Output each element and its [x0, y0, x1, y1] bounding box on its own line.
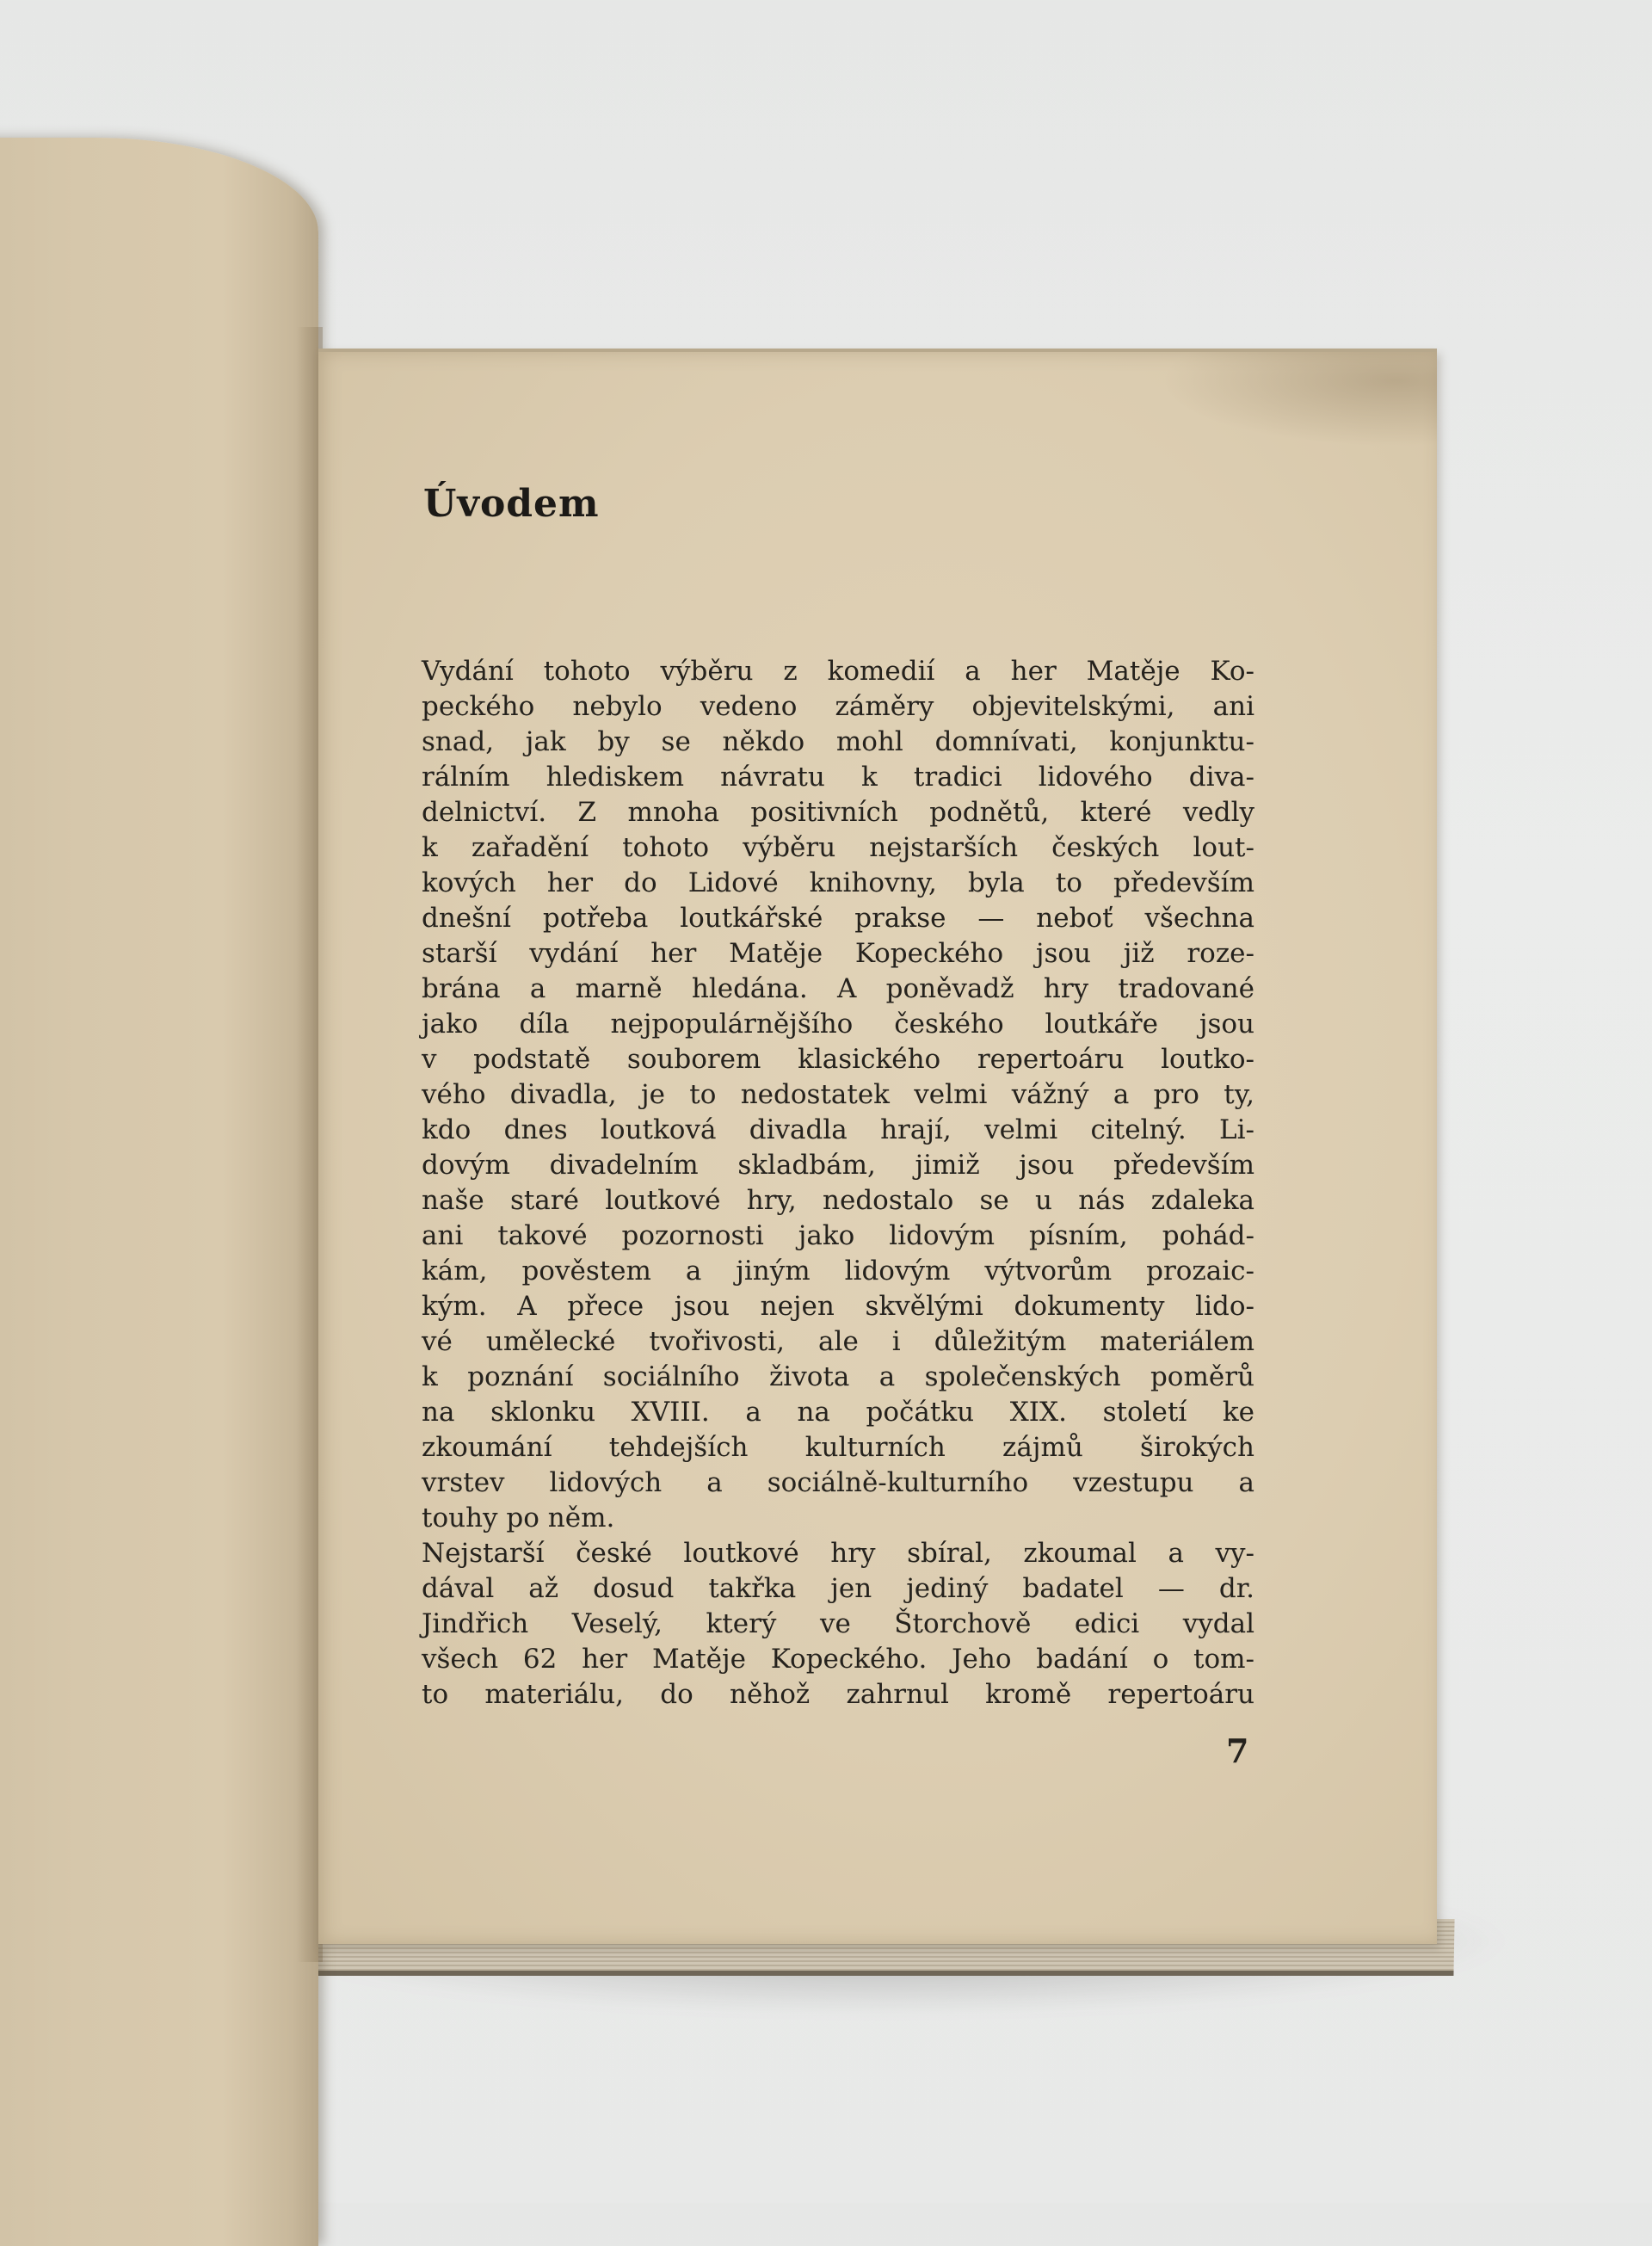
text-line: to materiálu, do něhož zahrnul kromě repertoáru	[422, 1679, 1254, 1710]
text-line: dával až dosud takřka jen jediný badatel — dr.	[422, 1573, 1254, 1604]
chapter-heading: Úvodem	[423, 482, 600, 526]
text-line: starší vydání her Matěje Kopeckého jsou již roze-	[422, 938, 1254, 969]
text-line: k zařadění tohoto výběru nejstarších českých lout-	[422, 832, 1254, 863]
text-line: vé umělecké tvořivosti, ale i důležitým materiálem	[422, 1326, 1254, 1357]
text-line: v podstatě souborem klasického repertoáru loutko-	[422, 1044, 1254, 1075]
page-number: 7	[1226, 1731, 1249, 1770]
text-line: snad, jak by se někdo mohl domnívati, konjunktu-	[422, 726, 1254, 757]
body-text	[422, 654, 1254, 1712]
text-line: na sklonku XVIII. a na počátku XIX. století ke	[422, 1397, 1254, 1428]
text-line: touhy po něm.	[422, 1502, 615, 1533]
text-line: jako díla nejpopulárnějšího českého loutkáře jsou	[422, 1009, 1254, 1040]
text-line: kdo dnes loutková divadla hrají, velmi citelný. Li-	[422, 1114, 1254, 1145]
text-line: k poznání sociálního života a společenských poměrů	[422, 1361, 1254, 1392]
text-line: kám, pověstem a jiným lidovým výtvorům prozaic-	[422, 1256, 1254, 1287]
text-line: vrstev lidových a sociálně-kulturního vzestupu a	[422, 1467, 1254, 1498]
text-line: Vydání tohoto výběru z komedií a her Matěje Ko-	[422, 656, 1254, 687]
text-line: Jindřich Veselý, který ve Štorchově edici vydal	[422, 1608, 1254, 1639]
text-line: kových her do Lidové knihovny, byla to především	[422, 867, 1254, 898]
text-line: ani takové pozornosti jako lidovým písním, pohád-	[422, 1220, 1254, 1251]
text-line: rálním hlediskem návratu k tradici lidového diva-	[422, 762, 1254, 793]
text-line: dnešní potřeba loutkářské prakse — neboť všechna	[422, 903, 1254, 934]
page-stain	[1162, 352, 1437, 447]
text-line: dovým divadelním skladbám, jimiž jsou především	[422, 1150, 1254, 1181]
text-line: zkoumání tehdejších kulturních zájmů širokých	[422, 1432, 1254, 1463]
text-line: vého divadla, je to nedostatek velmi vážný a pro ty,	[422, 1079, 1254, 1110]
text-line: delnictví. Z mnoha positivních podnětů, které vedly	[422, 797, 1254, 828]
text-line: kým. A přece jsou nejen skvělými dokumenty lido-	[422, 1291, 1254, 1322]
text-line: naše staré loutkové hry, nedostalo se u nás zdaleka	[422, 1185, 1254, 1216]
text-line: všech 62 her Matěje Kopeckého. Jeho badání o tom-	[422, 1644, 1254, 1675]
text-line: brána a marně hledána. A poněvadž hry tradované	[422, 973, 1254, 1004]
text-line: Nejstarší české loutkové hry sbíral, zkoumal a vy-	[422, 1538, 1254, 1569]
left-page	[0, 138, 318, 2246]
text-line: peckého nebylo vedeno záměry objevitelskými, ani	[422, 691, 1254, 722]
